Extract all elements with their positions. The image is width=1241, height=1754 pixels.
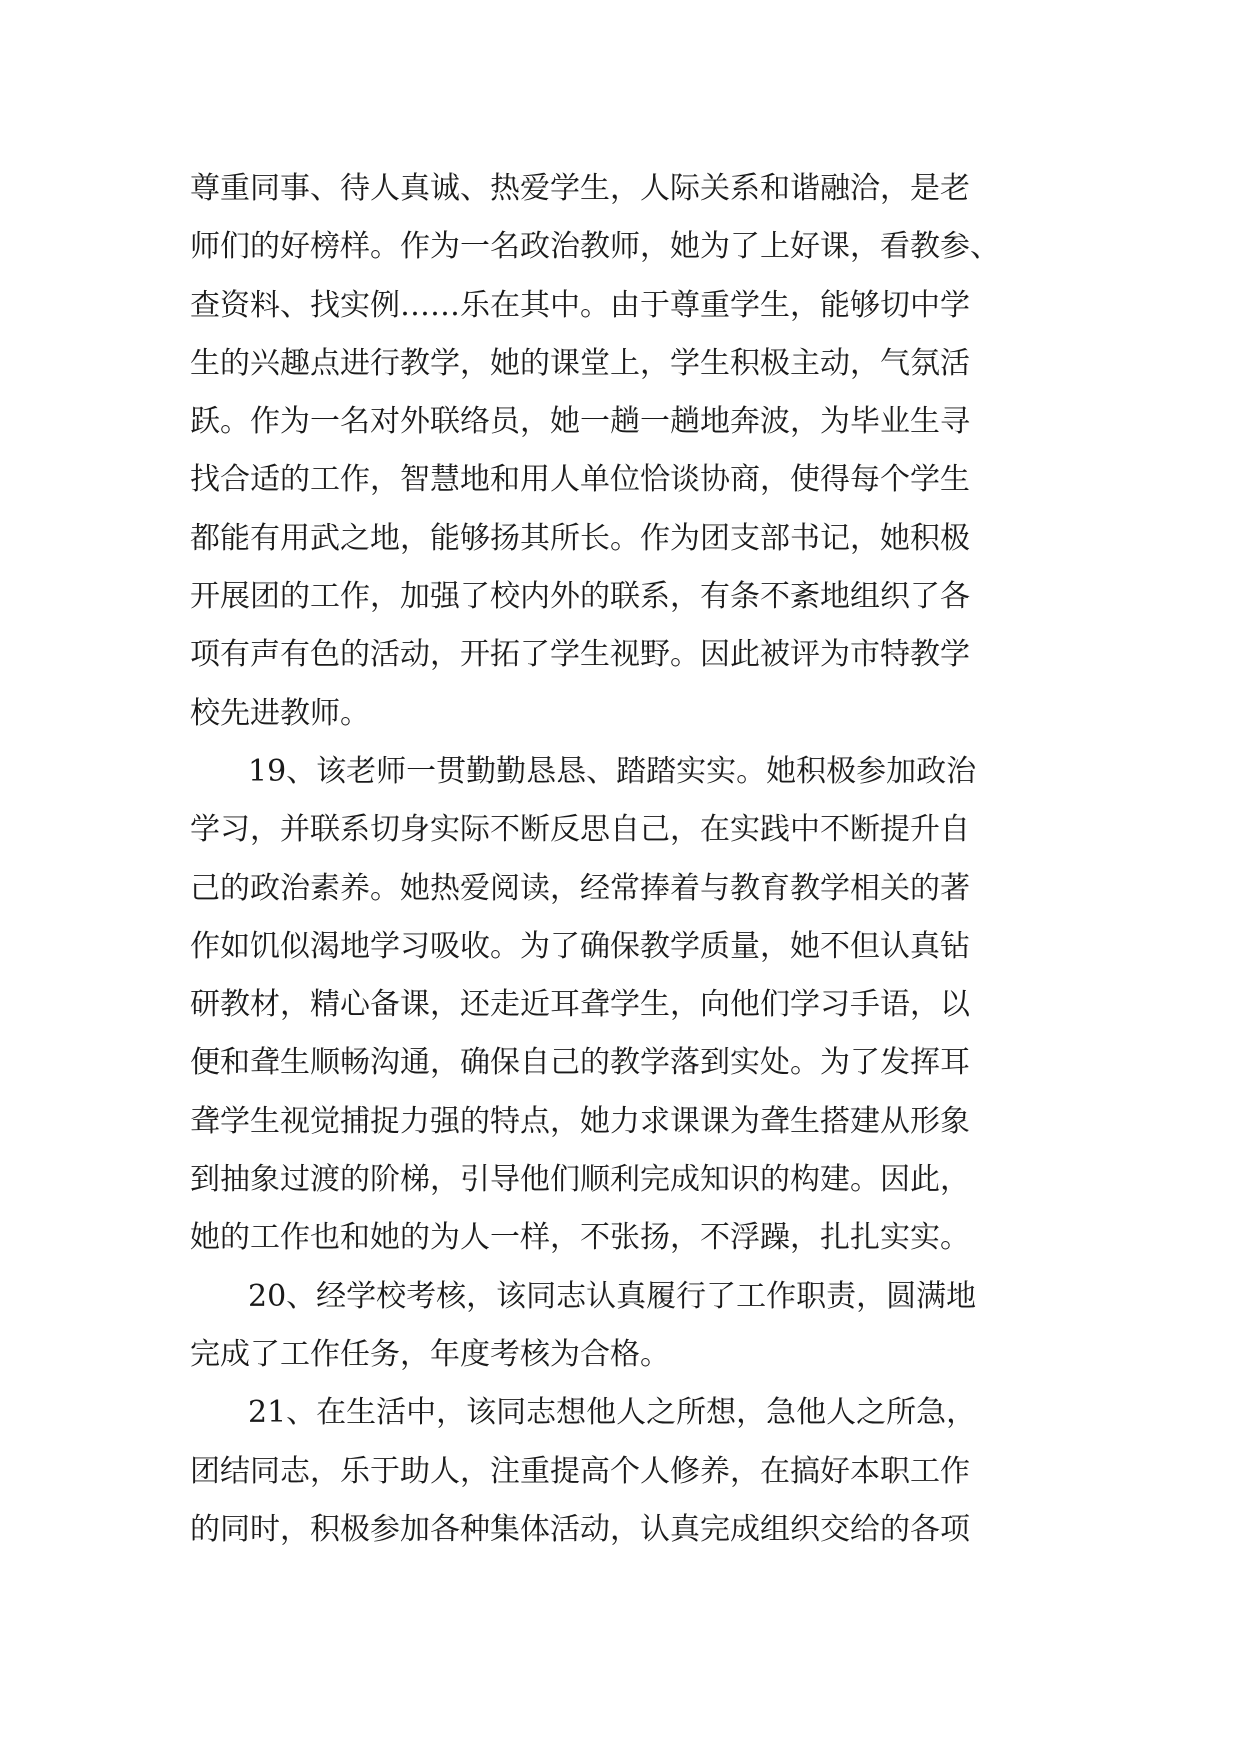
text-line: 研教材，精心备课，还走近耳聋学生，向他们学习手语，以 — [190, 987, 970, 1023]
text-line: 校先进教师。 — [190, 695, 370, 731]
text-line: 项有声有色的活动，开拓了学生视野。因此被评为市特教学 — [190, 637, 970, 673]
text-line: 跃。作为一名对外联络员，她一趟一趟地奔波，为毕业生寻 — [190, 404, 970, 440]
text-line: 找合适的工作，智慧地和用人单位恰谈协商，使得每个学生 — [190, 462, 970, 498]
text-line: 团结同志，乐于助人，注重提高个人修养，在搞好本职工作 — [190, 1453, 970, 1489]
text-line: 己的政治素养。她热爱阅读，经常捧着与教育教学相关的著 — [190, 870, 970, 906]
text-line: 作如饥似渴地学习吸收。为了确保教学质量，她不但认真钻 — [190, 928, 970, 964]
text-line: 聋学生视觉捕捉力强的特点，她力求课课为聋生搭建从形象 — [190, 1103, 970, 1139]
text-line: 生的兴趣点进行教学，她的课堂上，学生积极主动，气氛活 — [190, 345, 970, 381]
text-line: 她的工作也和她的为人一样，不张扬，不浮躁，扎扎实实。 — [190, 1220, 970, 1256]
document-body — [190, 160, 1050, 1559]
text-line: 都能有用武之地，能够扬其所长。作为团支部书记，她积极 — [190, 520, 970, 556]
paragraph-21-start: 21、在生活中，该同志想他人之所想，急他人之所急， — [248, 1395, 977, 1431]
text-line: 到抽象过渡的阶梯，引导他们顺利完成知识的构建。因此， — [190, 1162, 970, 1198]
paragraph-19-start: 19、该老师一贯勤勤恳恳、踏踏实实。她积极参加政治 — [248, 753, 977, 789]
text-line: 学习，并联系切身实际不断反思自己，在实践中不断提升自 — [190, 812, 970, 848]
text-line: 师们的好榜样。作为一名政治教师，她为了上好课，看教参、 — [190, 229, 1000, 265]
text-line: 查资料、找实例……乐在其中。由于尊重学生，能够切中学 — [190, 287, 970, 323]
paragraph-20-start: 20、经学校考核，该同志认真履行了工作职责，圆满地 — [248, 1278, 977, 1314]
text-line: 尊重同事、待人真诚、热爱学生，人际关系和谐融洽，是老 — [190, 171, 970, 206]
text-line: 完成了工作任务，年度考核为合格。 — [190, 1336, 670, 1372]
text-line: 便和聋生顺畅沟通，确保自己的教学落到实处。为了发挥耳 — [190, 1045, 970, 1081]
text-line: 开展团的工作，加强了校内外的联系，有条不紊地组织了各 — [190, 579, 970, 615]
text-line: 的同时，积极参加各种集体活动，认真完成组织交给的各项 — [190, 1511, 970, 1547]
